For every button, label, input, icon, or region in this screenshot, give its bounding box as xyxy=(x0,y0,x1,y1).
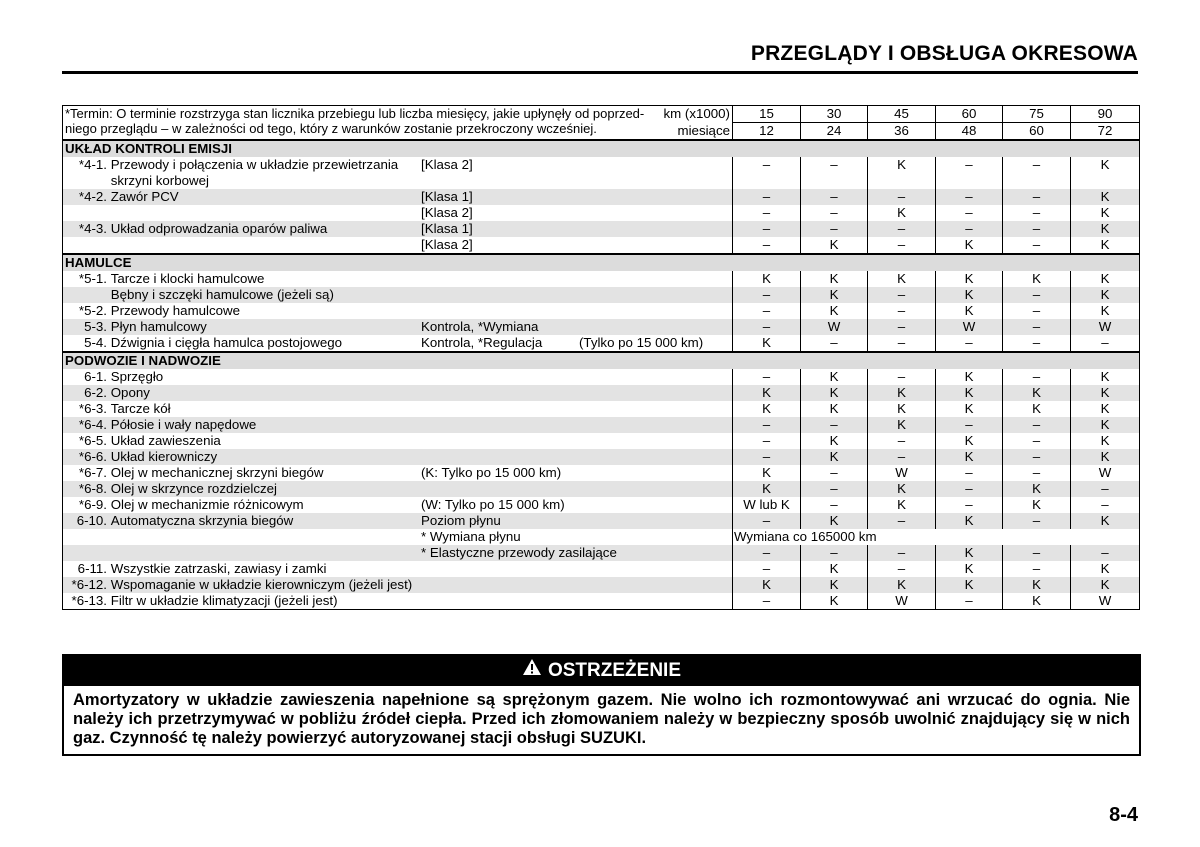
item-cell xyxy=(63,561,733,577)
schedule-value: K xyxy=(868,497,936,513)
item-note: [Klasa 2] xyxy=(421,237,473,252)
schedule-value: K xyxy=(1071,157,1140,189)
item-note: * Wymiana płynu xyxy=(421,529,521,544)
schedule-value: K xyxy=(868,385,936,401)
item-cell xyxy=(63,335,733,352)
item-name: Układ odprowadzania oparów paliwa xyxy=(110,221,328,236)
item-name: Układ kierowniczy xyxy=(110,449,218,464)
item-note: Kontrola, *Regulacja xyxy=(421,335,543,350)
schedule-note-cell xyxy=(63,106,733,141)
schedule-value: – xyxy=(801,205,868,221)
schedule-value: K xyxy=(1003,401,1071,417)
warning-header xyxy=(64,656,1139,686)
item-cell xyxy=(63,287,733,303)
schedule-value: K xyxy=(801,385,868,401)
item-cell xyxy=(63,319,733,335)
schedule-value: – xyxy=(801,335,868,352)
schedule-value: – xyxy=(733,369,801,385)
item-name: Przewody i połączenia w układzie przewietrzania skrzyni korbowej xyxy=(110,157,399,188)
item-note: Kontrola, *Wymiana xyxy=(421,319,539,334)
schedule-value: K xyxy=(936,545,1003,561)
table-row xyxy=(63,271,1140,287)
item-cell xyxy=(63,385,733,401)
schedule-value: – xyxy=(1071,481,1140,497)
schedule-value: – xyxy=(733,561,801,577)
schedule-value: – xyxy=(733,319,801,335)
schedule-value: W xyxy=(1071,319,1140,335)
schedule-value: – xyxy=(733,157,801,189)
schedule-value: K xyxy=(936,287,1003,303)
km-value: 45 xyxy=(868,106,936,123)
item-cell xyxy=(63,481,733,497)
schedule-value: – xyxy=(1003,319,1071,335)
item-code: *5-2. xyxy=(78,303,107,318)
section-header-row xyxy=(63,140,1140,157)
schedule-value: – xyxy=(1003,237,1071,254)
table-row xyxy=(63,545,1140,561)
schedule-value: – xyxy=(1003,465,1071,481)
schedule-value: – xyxy=(868,561,936,577)
schedule-value: – xyxy=(801,481,868,497)
schedule-value: K xyxy=(868,481,936,497)
item-code: *6-13. xyxy=(71,593,107,608)
schedule-value: – xyxy=(1003,545,1071,561)
item-code: *4-1. xyxy=(78,157,107,172)
item-code: *6-9. xyxy=(78,497,107,512)
km-value: 15 xyxy=(733,106,801,123)
table-row xyxy=(63,481,1140,497)
schedule-value: – xyxy=(936,481,1003,497)
schedule-value: K xyxy=(936,449,1003,465)
schedule-value: K xyxy=(801,513,868,529)
item-note: [Klasa 1] xyxy=(421,221,473,236)
item-name: Półosie i wały napędowe xyxy=(110,417,257,432)
schedule-value: – xyxy=(733,205,801,221)
schedule-value: – xyxy=(733,433,801,449)
item-cell xyxy=(63,513,733,529)
item-cell xyxy=(63,577,733,593)
item-name: Wszystkie zatrzaski, zawiasy i zamki xyxy=(110,561,327,576)
table-row xyxy=(63,465,1140,481)
item-name: Przewody hamulcowe xyxy=(110,303,241,318)
schedule-value: W xyxy=(1071,465,1140,481)
schedule-value: – xyxy=(733,417,801,433)
schedule-value: – xyxy=(936,335,1003,352)
schedule-value: – xyxy=(1003,157,1071,189)
km-value: 30 xyxy=(801,106,868,123)
page-title: PRZEGLĄDY I OBSŁUGA OKRESOWA xyxy=(750,42,1138,65)
schedule-value: K xyxy=(733,481,801,497)
schedule-value: – xyxy=(868,449,936,465)
schedule-value: K xyxy=(868,401,936,417)
schedule-value: – xyxy=(733,237,801,254)
schedule-value: K xyxy=(1071,561,1140,577)
schedule-value: K xyxy=(1071,221,1140,237)
schedule-value: W xyxy=(868,593,936,610)
item-cell xyxy=(63,433,733,449)
maintenance-schedule-table xyxy=(62,105,1140,610)
month-value: 36 xyxy=(868,123,936,141)
item-code: *6-8. xyxy=(78,481,107,496)
schedule-value: K xyxy=(801,561,868,577)
month-value: 48 xyxy=(936,123,1003,141)
schedule-value: K xyxy=(801,433,868,449)
item-cell xyxy=(63,189,733,205)
section-header-row xyxy=(63,254,1140,271)
schedule-value: K xyxy=(801,593,868,610)
item-cell xyxy=(63,497,733,513)
schedule-value: K xyxy=(868,205,936,221)
month-value: 60 xyxy=(1003,123,1071,141)
item-code: *4-3. xyxy=(78,221,107,236)
schedule-value: K xyxy=(1071,401,1140,417)
schedule-value: W xyxy=(868,465,936,481)
schedule-value: – xyxy=(936,593,1003,610)
schedule-value: K xyxy=(868,157,936,189)
schedule-value: – xyxy=(733,189,801,205)
schedule-value: – xyxy=(733,287,801,303)
item-name: Dźwignia i cięgła hamulca postojowego xyxy=(110,335,343,350)
km-value: 90 xyxy=(1071,106,1140,123)
km-label: km (x1000) xyxy=(663,106,730,121)
schedule-value: K xyxy=(1003,593,1071,610)
item-cell xyxy=(63,303,733,319)
schedule-value: – xyxy=(1003,189,1071,205)
item-cell xyxy=(63,417,733,433)
table-row xyxy=(63,593,1140,610)
schedule-value: W xyxy=(936,319,1003,335)
item-cell xyxy=(63,157,733,189)
item-code: *6-4. xyxy=(78,417,107,432)
schedule-value: K xyxy=(936,385,1003,401)
schedule-value: – xyxy=(868,237,936,254)
item-cell xyxy=(63,545,733,561)
schedule-value: K xyxy=(1071,433,1140,449)
item-name: Płyn hamulcowy xyxy=(110,319,207,334)
warning-triangle-icon xyxy=(522,656,542,686)
item-name: Zawór PCV xyxy=(110,189,179,204)
schedule-value: K xyxy=(1003,497,1071,513)
schedule-value: – xyxy=(1003,369,1071,385)
schedule-value: – xyxy=(733,545,801,561)
section-title: HAMULCE xyxy=(63,254,1140,271)
item-name: Automatyczna skrzynia biegów xyxy=(110,513,294,528)
schedule-value: – xyxy=(1003,287,1071,303)
schedule-value: – xyxy=(936,221,1003,237)
item-cell xyxy=(63,593,733,610)
schedule-value: K xyxy=(936,561,1003,577)
item-cell xyxy=(63,205,733,221)
schedule-value: – xyxy=(733,303,801,319)
table-row xyxy=(63,157,1140,189)
schedule-value: K xyxy=(1003,385,1071,401)
warning-title: OSTRZEŻENIE xyxy=(547,660,681,682)
schedule-value: – xyxy=(936,465,1003,481)
month-value: 72 xyxy=(1071,123,1140,141)
item-code: 6-10. xyxy=(76,513,107,528)
schedule-value: K xyxy=(1071,189,1140,205)
month-value: 24 xyxy=(801,123,868,141)
schedule-value: K xyxy=(801,369,868,385)
schedule-value: – xyxy=(1003,417,1071,433)
schedule-value: K xyxy=(936,271,1003,287)
schedule-value: K xyxy=(936,237,1003,254)
span-value: Wymiana co 165000 km xyxy=(733,529,1140,545)
schedule-value: – xyxy=(733,513,801,529)
item-code: *6-5. xyxy=(78,433,107,448)
schedule-value: – xyxy=(936,189,1003,205)
schedule-value: K xyxy=(1003,271,1071,287)
schedule-value: – xyxy=(868,303,936,319)
schedule-value: K xyxy=(1071,287,1140,303)
schedule-value: K xyxy=(936,303,1003,319)
item-name: Tarcze i klocki hamulcowe xyxy=(110,271,265,286)
table-row xyxy=(63,237,1140,254)
item-name: Olej w mechanicznej skrzyni biegów xyxy=(110,465,324,480)
schedule-value: K xyxy=(1071,205,1140,221)
month-value: 12 xyxy=(733,123,801,141)
schedule-value: – xyxy=(733,221,801,237)
section-title: UKŁAD KONTROLI EMISJI xyxy=(63,140,1140,157)
item-code: *6-12. xyxy=(71,577,107,592)
schedule-value: K xyxy=(936,513,1003,529)
schedule-value: K xyxy=(733,577,801,593)
item-cell xyxy=(63,271,733,287)
item-condition: (Tylko po 15 000 km) xyxy=(579,335,704,350)
km-value: 75 xyxy=(1003,106,1071,123)
schedule-value: – xyxy=(801,189,868,205)
schedule-value: – xyxy=(936,497,1003,513)
schedule-value: K xyxy=(1071,449,1140,465)
item-note: * Elastyczne przewody zasilające xyxy=(421,545,617,560)
schedule-value: – xyxy=(801,417,868,433)
schedule-value: – xyxy=(801,221,868,237)
schedule-value: – xyxy=(868,189,936,205)
schedule-value: – xyxy=(1071,497,1140,513)
schedule-value: – xyxy=(1003,335,1071,352)
schedule-value: K xyxy=(801,237,868,254)
header-row-km xyxy=(63,106,1140,123)
table-row xyxy=(63,497,1140,513)
item-note: [Klasa 2] xyxy=(421,157,473,172)
schedule-value: – xyxy=(1003,303,1071,319)
schedule-value: K xyxy=(1071,417,1140,433)
table-row xyxy=(63,433,1140,449)
schedule-value: – xyxy=(1003,449,1071,465)
schedule-value: K xyxy=(733,335,801,352)
schedule-value: K xyxy=(801,271,868,287)
schedule-value: K xyxy=(1071,271,1140,287)
schedule-value: W xyxy=(801,319,868,335)
km-value: 60 xyxy=(936,106,1003,123)
table-row xyxy=(63,417,1140,433)
schedule-value: – xyxy=(936,157,1003,189)
schedule-value: K xyxy=(801,287,868,303)
schedule-value: K xyxy=(936,433,1003,449)
schedule-value: – xyxy=(868,513,936,529)
item-cell xyxy=(63,449,733,465)
item-name: Sprzęgło xyxy=(110,369,164,384)
schedule-value: K xyxy=(936,401,1003,417)
schedule-value: – xyxy=(868,335,936,352)
schedule-value: K xyxy=(1071,577,1140,593)
schedule-value: K xyxy=(1071,513,1140,529)
schedule-value: – xyxy=(733,449,801,465)
schedule-value: K xyxy=(801,401,868,417)
table-row xyxy=(63,513,1140,529)
item-code: *6-7. xyxy=(78,465,107,480)
schedule-value: K xyxy=(801,449,868,465)
item-name: Wspomaganie w układzie kierowniczym (jeżeli jest) xyxy=(110,577,413,592)
warning-box xyxy=(62,654,1141,756)
item-note: [Klasa 2] xyxy=(421,205,473,220)
item-cell xyxy=(63,465,733,481)
schedule-value: K xyxy=(733,271,801,287)
item-name: Olej w mechanizmie różnicowym xyxy=(110,497,304,512)
months-label: miesiące xyxy=(677,123,730,138)
item-code: 6-2. xyxy=(84,385,107,400)
schedule-value: – xyxy=(1003,513,1071,529)
schedule-value: K xyxy=(868,271,936,287)
table-row xyxy=(63,319,1140,335)
schedule-value: W xyxy=(1071,593,1140,610)
table-row xyxy=(63,189,1140,205)
schedule-value: – xyxy=(733,593,801,610)
schedule-value: – xyxy=(1071,545,1140,561)
schedule-value: K xyxy=(733,385,801,401)
schedule-value: – xyxy=(1003,433,1071,449)
schedule-value: – xyxy=(801,497,868,513)
section-title: PODWOZIE I NADWOZIE xyxy=(63,352,1140,369)
schedule-value: – xyxy=(868,287,936,303)
schedule-value: K xyxy=(1003,481,1071,497)
item-note: (W: Tylko po 15 000 km) xyxy=(421,497,565,512)
item-cell xyxy=(63,221,733,237)
schedule-value: K xyxy=(733,465,801,481)
item-code: *4-2. xyxy=(78,189,107,204)
table-row xyxy=(63,369,1140,385)
schedule-value: – xyxy=(801,465,868,481)
schedule-value: K xyxy=(1071,385,1140,401)
item-code: *6-6. xyxy=(78,449,107,464)
schedule-value: – xyxy=(801,545,868,561)
table-row xyxy=(63,205,1140,221)
table-row xyxy=(63,529,1140,545)
schedule-value: K xyxy=(801,577,868,593)
page-number: 8-4 xyxy=(1109,804,1138,826)
schedule-value: K xyxy=(1003,577,1071,593)
item-code: 6-11. xyxy=(77,561,107,576)
table-row xyxy=(63,561,1140,577)
schedule-value: – xyxy=(1003,561,1071,577)
schedule-value: K xyxy=(868,577,936,593)
schedule-value: – xyxy=(868,433,936,449)
schedule-value: K xyxy=(1071,237,1140,254)
table-row xyxy=(63,221,1140,237)
schedule-value: – xyxy=(868,221,936,237)
table-row xyxy=(63,287,1140,303)
item-name: Filtr w układzie klimatyzacji (jeżeli jest) xyxy=(110,593,338,608)
table-row xyxy=(63,449,1140,465)
item-note: [Klasa 1] xyxy=(421,189,473,204)
schedule-value: W lub K xyxy=(733,497,801,513)
item-name: Bębny i szczęki hamulcowe (jeżeli są) xyxy=(110,287,334,302)
item-cell xyxy=(63,369,733,385)
schedule-value: – xyxy=(868,545,936,561)
item-code: *5-1. xyxy=(78,271,107,286)
item-cell xyxy=(63,401,733,417)
table-row xyxy=(63,577,1140,593)
item-code: 5-4. xyxy=(84,335,107,350)
title-rule xyxy=(62,71,1138,74)
table-row xyxy=(63,385,1140,401)
item-note: Poziom płynu xyxy=(421,513,501,528)
item-name: Tarcze kół xyxy=(110,401,171,416)
schedule-note: *Termin: O terminie rozstrzyga stan licznika przebiegu lub liczba miesięcy, jakie upłynęły od poprzed- niego przeglądu – w zależności od tego, który z warunków zostanie przekroczony wcześniej. xyxy=(65,106,645,136)
schedule-value: – xyxy=(936,205,1003,221)
schedule-value: K xyxy=(1071,303,1140,319)
item-code: 5-3. xyxy=(84,319,107,334)
schedule-value: – xyxy=(868,369,936,385)
schedule-value: K xyxy=(1071,369,1140,385)
item-name: Olej w skrzynce rozdzielczej xyxy=(110,481,277,496)
schedule-value: – xyxy=(801,157,868,189)
schedule-value: – xyxy=(1003,205,1071,221)
schedule-value: K xyxy=(936,577,1003,593)
schedule-value: K xyxy=(936,369,1003,385)
table-row xyxy=(63,335,1140,352)
item-cell xyxy=(63,237,733,254)
schedule-value: – xyxy=(868,319,936,335)
schedule-value: K xyxy=(868,417,936,433)
schedule-value: – xyxy=(1071,335,1140,352)
schedule-value: – xyxy=(936,417,1003,433)
schedule-value: – xyxy=(1003,221,1071,237)
schedule-value: K xyxy=(801,303,868,319)
item-name: Opony xyxy=(110,385,150,400)
schedule-value: K xyxy=(733,401,801,417)
section-header-row xyxy=(63,352,1140,369)
warning-text: Amortyzatory w układzie zawieszenia napełnione są sprężonym gazem. Nie wolno ich rozmontowywać ani wrzucać do ognia. Nie należy ich przetrzymywać w pobliżu źródeł ciepła. Przed ich złomowaniem należy w bezpieczny sposób uwolnić znajdujący się w nich gaz. Czynność tę należy powierzyć autoryzowanej stacji obsługi SUZUKI. xyxy=(73,691,1130,747)
item-note: (K: Tylko po 15 000 km) xyxy=(421,465,562,480)
item-name: Układ zawieszenia xyxy=(110,433,221,448)
item-code: *6-3. xyxy=(78,401,107,416)
table-row xyxy=(63,303,1140,319)
table-row xyxy=(63,401,1140,417)
item-code: 6-1. xyxy=(84,369,107,384)
item-cell xyxy=(63,529,733,545)
